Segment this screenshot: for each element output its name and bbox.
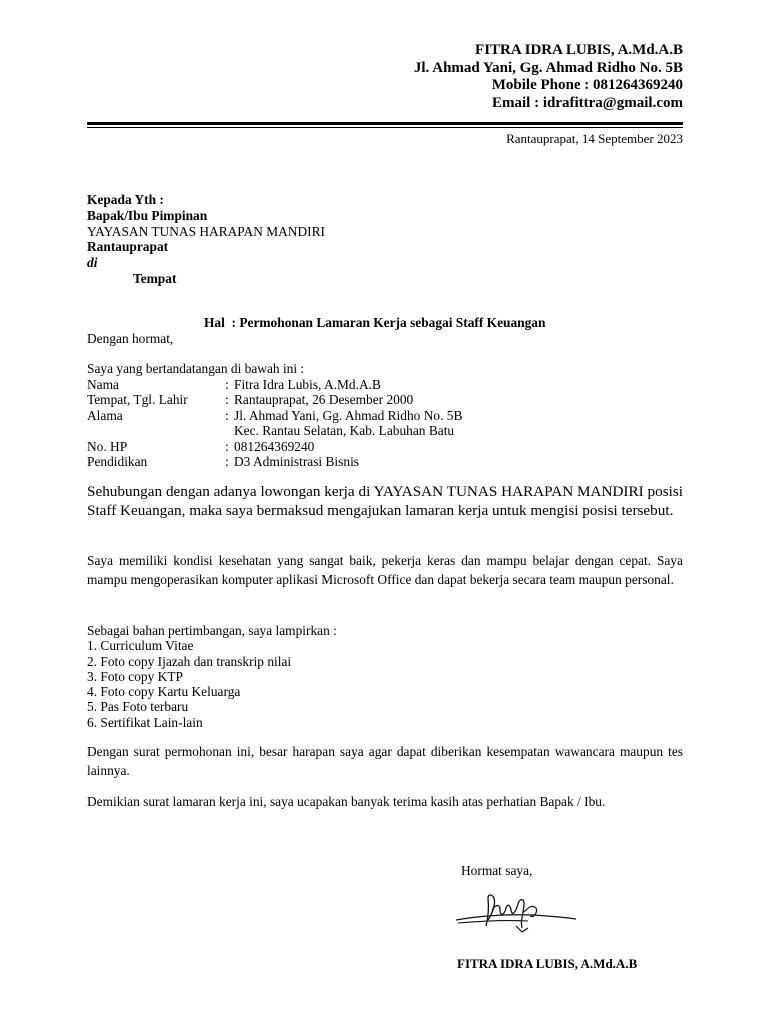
identity-colon: : — [225, 407, 229, 423]
sender-name: FITRA IDRA LUBIS, A.Md.A.B — [475, 42, 683, 58]
recipient-line-2: Bapak/Ibu Pimpinan — [87, 207, 208, 223]
identity-intro: Saya yang bertandatangan di bawah ini : — [87, 361, 305, 376]
identity-label: Tempat, Tgl. Lahir — [87, 392, 188, 408]
identity-table — [87, 377, 462, 469]
identity-label: Alama — [87, 407, 123, 423]
letterhead-divider-thin — [87, 127, 683, 128]
paragraph-qualifications: Saya memiliki kondisi kesehatan yang sangat baik, pekerja keras dan mampu belajar dengan cepat. Saya mampu mengoperasikan komputer aplikasi Microsoft Office dan dapat bekerja secara team maupun personal. — [87, 553, 683, 588]
sender-address: Jl. Ahmad Yani, Gg. Ahmad Ridho No. 5B — [413, 59, 683, 76]
identity-label — [87, 423, 225, 438]
paragraph-position: Sehubungan dengan adanya lowongan kerja di YAYASAN TUNAS HARAPAN MANDIRI posisi Staff Keuangan, maka saya bermaksud mengajukan lamaran kerja untuk mengisi posisi tersebut. — [87, 483, 683, 520]
identity-value: Rantauprapat, 26 Desember 2000 — [234, 392, 414, 408]
identity-row — [87, 392, 462, 407]
attachment-item: 6. Sertifikat Lain-lain — [87, 714, 203, 730]
recipient-city: Rantauprapat — [87, 239, 169, 255]
identity-colon: : — [225, 392, 229, 408]
paragraph-closing-thanks: Demikian surat lamaran kerja ini, saya ucapakan banyak terima kasih atas perhatian Bapak / Ibu. — [87, 794, 606, 809]
identity-row — [87, 408, 462, 423]
attachment-item: 3. Foto copy KTP — [87, 668, 183, 684]
identity-colon: : — [225, 438, 229, 454]
identity-value: D3 Administrasi Bisnis — [234, 454, 359, 470]
identity-row — [87, 454, 462, 469]
identity-colon-blank — [225, 423, 234, 438]
letter-date: Rantauprapat, 14 September 2023 — [506, 131, 683, 146]
identity-row — [87, 377, 462, 392]
recipient-line-1: Kepada Yth : — [87, 192, 164, 207]
attachment-item: 4. Foto copy Kartu Keluarga — [87, 684, 241, 700]
identity-colon: : — [225, 377, 229, 392]
sender-phone: Mobile Phone : 081264369240 — [491, 77, 683, 93]
recipient-organization: YAYASAN TUNAS HARAPAN MANDIRI — [87, 223, 325, 239]
recipient-place: Tempat — [133, 270, 177, 286]
paragraph-closing-hope: Dengan surat permohonan ini, besar harapan saya agar dapat diberikan kesempatan wawancara maupun tes lainnya. — [87, 744, 683, 778]
handwritten-signature — [448, 890, 588, 940]
identity-label: No. HP — [87, 438, 128, 454]
signature-name: FITRA IDRA LUBIS, A.Md.A.B — [457, 956, 638, 971]
attachment-item: 1. Curriculum Vitae — [87, 638, 194, 654]
attachments-intro: Sebagai bahan pertimbangan, saya lampirkan : — [87, 623, 337, 638]
attachment-item: 5. Pas Foto terbaru — [87, 699, 189, 715]
recipient-di: di — [87, 255, 98, 271]
identity-value: Kec. Rantau Selatan, Kab. Labuhan Batu — [234, 423, 455, 439]
letterhead-divider-thick — [87, 122, 683, 125]
greeting: Dengan hormat, — [87, 331, 174, 346]
regards: Hormat saya, — [461, 863, 533, 878]
attachment-item: 2. Foto copy Ijazah dan transkrip nilai — [87, 653, 292, 669]
sender-email: Email : idrafittra@gmail.com — [492, 94, 683, 111]
identity-value: 081264369240 — [234, 438, 315, 454]
recipient-block — [87, 192, 325, 287]
identity-value: Fitra Idra Lubis, A.Md.A.B — [234, 377, 381, 392]
identity-label: Nama — [87, 377, 119, 392]
attachments-block — [87, 623, 337, 730]
identity-label: Pendidikan — [87, 454, 148, 470]
letter-subject: Hal : Permohonan Lamaran Kerja sebagai Staff Keuangan — [204, 315, 546, 330]
identity-row — [87, 423, 462, 438]
identity-row — [87, 439, 462, 454]
identity-colon: : — [225, 454, 229, 470]
letterhead — [414, 42, 683, 112]
identity-value: Jl. Ahmad Yani, Gg. Ahmad Ridho No. 5B — [234, 407, 463, 423]
